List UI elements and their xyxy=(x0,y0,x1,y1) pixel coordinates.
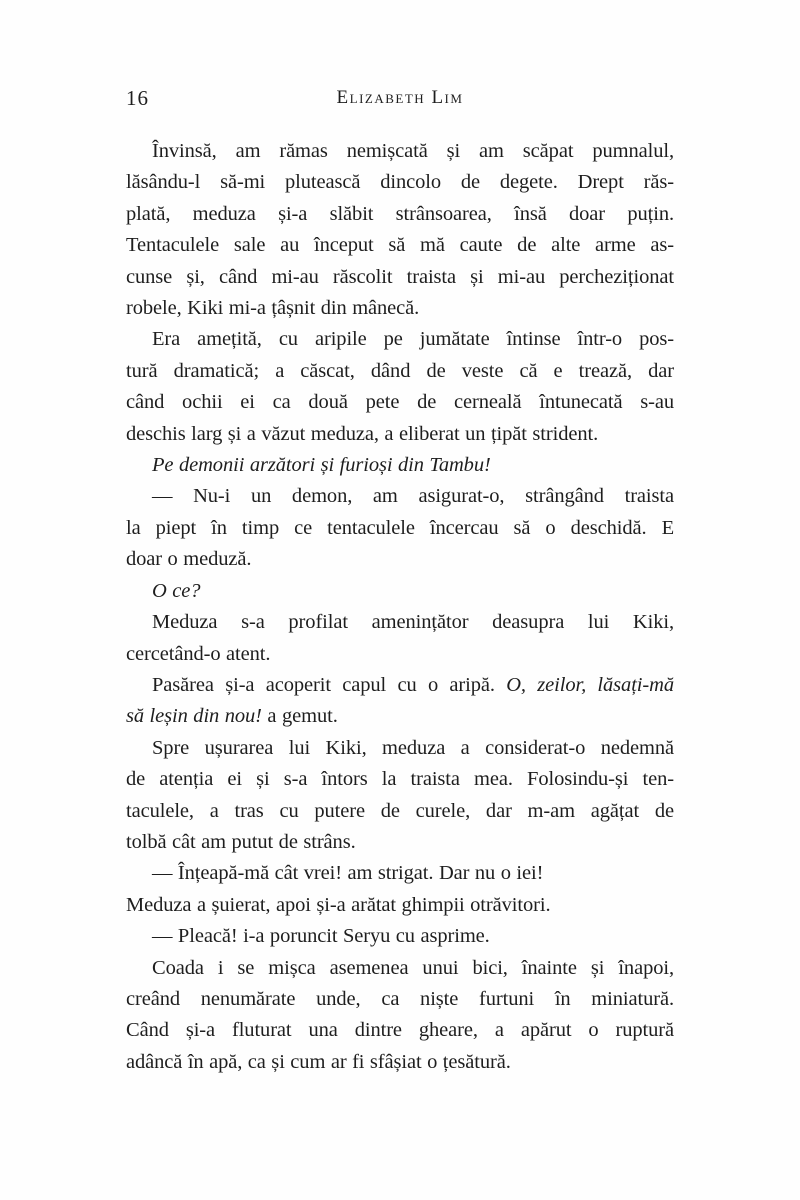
text-segment: Învinsă, am rămas nemișcată și am scăpat pumnalul, xyxy=(152,140,674,162)
text-line xyxy=(126,890,674,921)
text-line xyxy=(126,1015,674,1046)
text-line xyxy=(126,858,674,889)
text-segment: de atenția ei și s-a întors la traista mea. Folosindu-și ten- xyxy=(126,768,674,791)
text-line xyxy=(126,136,674,167)
text-segment: deschis larg și a văzut meduza, a eliberat un țipăt strident. xyxy=(126,422,599,445)
text-segment: — Nu-i un demon, am asigurat-o, strângând traista xyxy=(152,485,674,508)
text-line xyxy=(126,921,674,952)
italic-text-segment: O, zeilor, lăsați-mă xyxy=(506,673,674,696)
text-line xyxy=(126,481,674,512)
text-segment: — Pleacă! i-a poruncit Seryu cu asprime. xyxy=(152,925,490,948)
text-line xyxy=(126,1047,674,1078)
text-line xyxy=(126,544,674,575)
text-segment: Pasărea și-a acoperit capul cu o aripă. xyxy=(152,673,507,696)
text-line xyxy=(126,450,674,481)
text-line xyxy=(126,827,674,858)
text-segment: — Înțeapă-mă cât vrei! am strigat. Dar nu o iei! xyxy=(152,862,544,885)
text-line xyxy=(126,796,674,827)
text-segment: plată, meduza și-a slăbit strânsoarea, însă doar puțin. xyxy=(126,202,674,225)
text-line xyxy=(126,293,674,324)
text-line xyxy=(126,199,674,230)
text-segment: cunse și, când mi-au răscolit traista și mi-au percheziționat xyxy=(126,265,674,288)
text-segment: tolbă cât am putut de strâns. xyxy=(126,830,356,853)
text-segment: Meduza s-a profilat amenințător deasupra lui Kiki, xyxy=(152,611,674,634)
text-segment: când ochii ei ca două pete de cerneală întunecată s-au xyxy=(126,391,674,414)
italic-text-segment: să leșin din nou! xyxy=(126,705,262,728)
page-body xyxy=(126,136,674,1078)
text-segment: Coada i se mișca asemenea unui bici, înainte și înapoi, xyxy=(152,956,674,979)
text-segment: tură dramatică; a căscat, dând de veste că e trează, dar xyxy=(126,359,674,382)
text-segment: a gemut. xyxy=(261,705,338,728)
text-segment: robele, Kiki mi-a țâșnit din mânecă. xyxy=(126,297,420,320)
text-segment: Meduza a șuierat, apoi și-a arătat ghimpii otrăvitori. xyxy=(126,893,551,916)
text-line xyxy=(126,607,674,638)
text-line xyxy=(126,984,674,1015)
text-line xyxy=(126,701,674,732)
text-line xyxy=(126,733,674,764)
text-segment: taculele, a tras cu putere de curele, dar m-am agățat de xyxy=(126,799,674,822)
text-line xyxy=(126,670,674,701)
page-number: 16 xyxy=(126,86,149,110)
italic-text-segment: O ce? xyxy=(152,579,201,602)
text-segment: Spre ușurarea lui Kiki, meduza a considerat-o nedemnă xyxy=(152,736,674,759)
text-line xyxy=(126,576,674,607)
text-line xyxy=(126,356,674,387)
text-segment: Era amețită, cu aripile pe jumătate întinse într-o pos- xyxy=(152,328,674,351)
text-segment: lăsându-l să-mi plutească dincolo de degete. Drept răs- xyxy=(126,171,674,194)
text-line xyxy=(126,639,674,670)
text-segment: la piept în timp ce tentaculele încercau să o deschidă. E xyxy=(126,516,674,539)
text-line xyxy=(126,387,674,418)
text-line xyxy=(126,513,674,544)
running-head-author: Elizabeth Lim xyxy=(336,87,464,108)
text-segment: Când și-a fluturat una dintre gheare, a apărut o ruptură xyxy=(126,1019,674,1042)
text-line xyxy=(126,764,674,795)
text-line xyxy=(126,230,674,261)
text-line xyxy=(126,167,674,198)
text-segment: doar o meduză. xyxy=(126,548,252,571)
text-segment: Tentaculele sale au început să mă caute de alte arme as- xyxy=(126,234,674,257)
text-line xyxy=(126,953,674,984)
text-segment: cercetând-o atent. xyxy=(126,642,271,665)
text-line xyxy=(126,419,674,450)
text-segment: creând nenumărate unde, ca niște furtuni în miniatură. xyxy=(126,987,674,1010)
text-line xyxy=(126,262,674,293)
running-header xyxy=(126,86,674,112)
text-line xyxy=(126,324,674,355)
text-segment: adâncă în apă, ca și cum ar fi sfâșiat o țesătură. xyxy=(126,1050,511,1073)
italic-text-segment: Pe demonii arzători și furioși din Tambu! xyxy=(152,454,491,477)
